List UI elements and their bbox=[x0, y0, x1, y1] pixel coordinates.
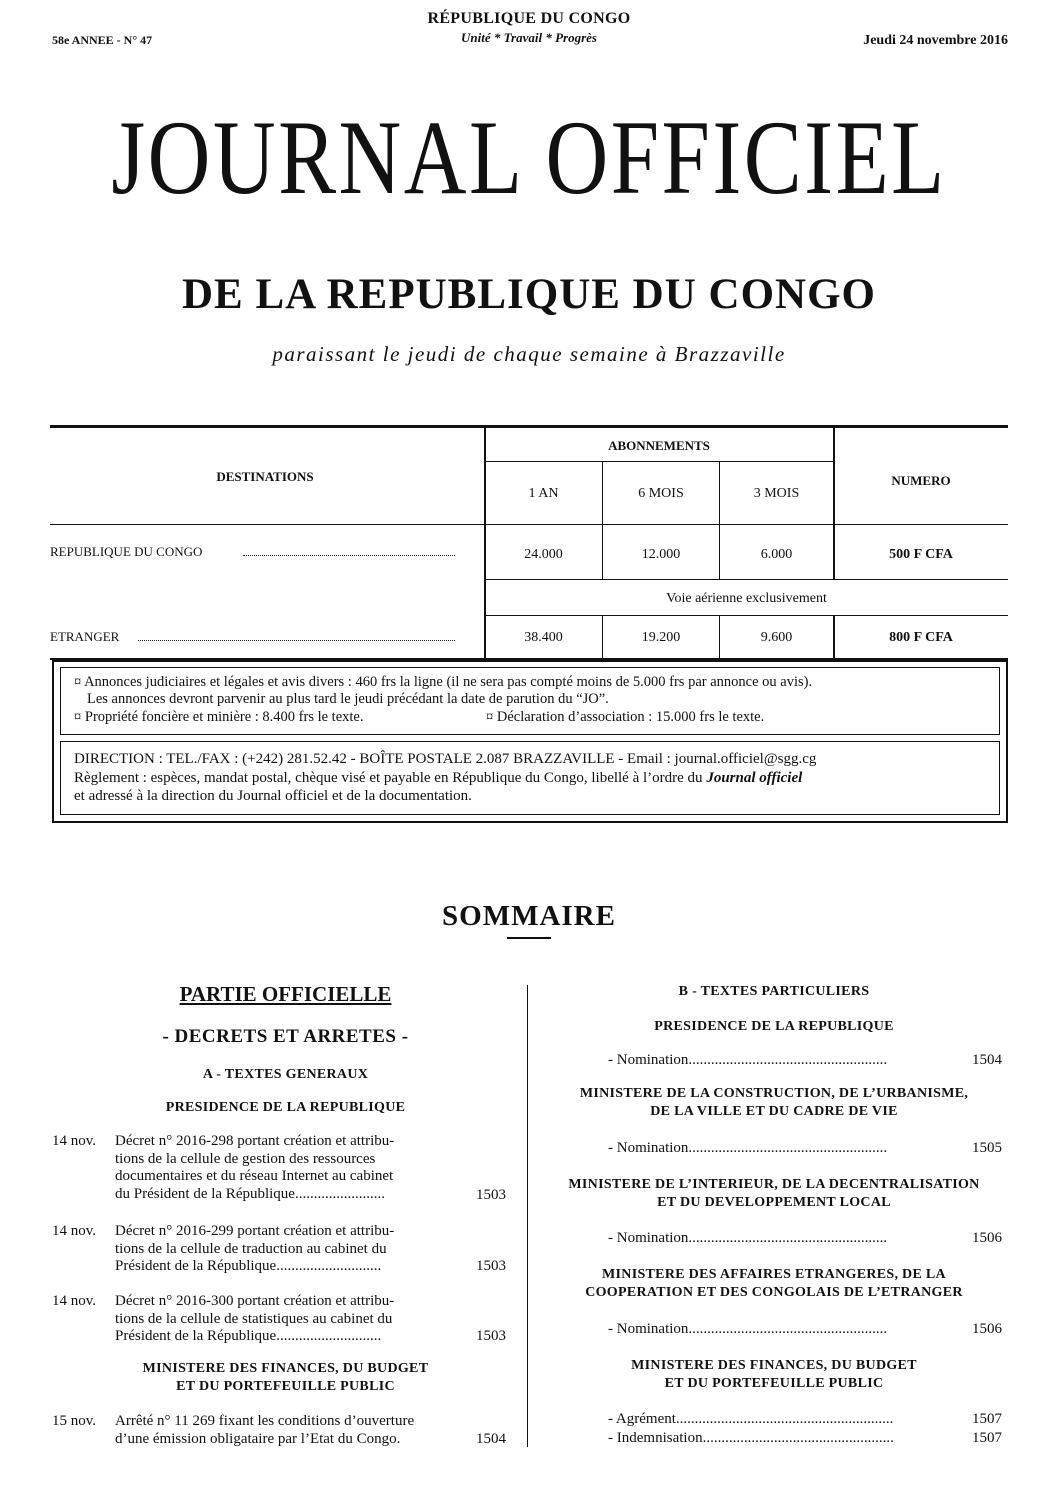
price-cell: 9.600 bbox=[760, 630, 793, 645]
entry-date: 14 nov. bbox=[52, 1293, 97, 1309]
journal-tagline: paraissant le jeudi de chaque semaine à Brazzaville bbox=[272, 342, 786, 366]
page-number: 1505 bbox=[972, 1140, 1002, 1156]
journal-title: JOURNAL OFFICIEL bbox=[111, 99, 947, 216]
announcements-box bbox=[60, 667, 1000, 735]
section-construction bbox=[540, 1085, 1008, 1121]
issue-number: 58e ANNEE - N° 47 bbox=[52, 33, 153, 47]
period-header: 6 MOIS bbox=[638, 486, 684, 501]
section-finances bbox=[540, 1357, 1008, 1393]
announcements-deadline: Les annonces devront parvenir au plus tard le jeudi précédant la date de parution du “JO”. bbox=[87, 691, 609, 707]
page-number: 1507 bbox=[972, 1411, 1002, 1427]
page-number: 1507 bbox=[972, 1430, 1002, 1446]
section-line: ET DU DEVELOPPEMENT LOCAL bbox=[657, 1195, 891, 1210]
association-rate: ¤ Déclaration d’association : 15.000 frs le texte. bbox=[486, 709, 765, 725]
destinations-header: DESTINATIONS bbox=[216, 469, 314, 484]
textes-generaux: A - TEXTES GENERAUX bbox=[202, 1067, 369, 1082]
col-divider bbox=[484, 428, 486, 658]
section-presidence: PRESIDENCE DE LA REPUBLIQUE bbox=[165, 1100, 406, 1115]
entry-date: 14 nov. bbox=[52, 1133, 97, 1149]
direction-contact: DIRECTION : TEL./FAX : (+242) 281.52.42 - BOÎTE POSTALE 2.087 BRAZZAVILLE - Email : journal.officiel@sgg.cg bbox=[74, 751, 817, 767]
entry-text bbox=[115, 1223, 475, 1276]
destination-label: ETRANGER bbox=[50, 629, 120, 644]
abonnements-header: ABONNEMENTS bbox=[608, 438, 710, 453]
entry-line: Président de la République............................ bbox=[115, 1258, 382, 1274]
property-rate: ¤ Propriété foncière et minière : 8.400 frs le texte. bbox=[74, 709, 364, 725]
price-cell: 24.000 bbox=[524, 547, 563, 562]
section-line: ET DU PORTEFEUILLE PUBLIC bbox=[176, 1379, 395, 1394]
reglement-address: et adressé à la direction du Journal officiel et de la documentation. bbox=[74, 788, 472, 804]
column-divider bbox=[527, 985, 528, 1447]
sommaire-underline bbox=[507, 937, 551, 939]
summary-item[interactable]: - Indemnisation................................................... bbox=[608, 1430, 894, 1446]
section-line: MINISTERE DE L’INTERIEUR, DE LA DECENTRALISATION bbox=[568, 1177, 980, 1192]
price-cell: 38.400 bbox=[524, 630, 563, 645]
entry-line: du Président de la République........................ bbox=[115, 1185, 385, 1202]
section-line: MINISTERE DES FINANCES, DU BUDGET bbox=[142, 1361, 429, 1376]
entry-text bbox=[115, 1293, 475, 1346]
section-finances bbox=[52, 1360, 519, 1396]
summary-item[interactable]: - Nomination..................................................... bbox=[608, 1052, 888, 1068]
destination-label: REPUBLIQUE DU CONGO bbox=[50, 544, 203, 559]
section-line: MINISTERE DES AFFAIRES ETRANGERES, DE LA bbox=[602, 1267, 946, 1282]
entry-date: 15 nov. bbox=[52, 1413, 97, 1429]
entry-text bbox=[115, 1413, 475, 1448]
entry-line: Décret n° 2016-299 portant création et attribu- bbox=[115, 1223, 395, 1239]
price-cell: 12.000 bbox=[641, 547, 681, 562]
numero-cell: 800 F CFA bbox=[889, 630, 953, 645]
summary-item[interactable]: - Nomination..................................................... bbox=[608, 1321, 888, 1337]
page-number: 1503 bbox=[476, 1328, 506, 1344]
table-header-rule bbox=[50, 524, 1008, 525]
leader-dots bbox=[138, 640, 455, 641]
partie-officielle: PARTIE OFFICIELLE bbox=[179, 982, 392, 1006]
section-line: MINISTERE DES FINANCES, DU BUDGET bbox=[631, 1358, 917, 1373]
price-cell: 6.000 bbox=[760, 547, 793, 562]
page-number: 1504 bbox=[972, 1052, 1002, 1068]
page-number: 1503 bbox=[476, 1187, 506, 1203]
period-header: 1 AN bbox=[528, 486, 559, 501]
journal-name: Journal officiel bbox=[706, 770, 803, 786]
national-motto: Unité * Travail * Progrès bbox=[460, 30, 597, 45]
entry-line: tions de la cellule de gestion des ressources bbox=[115, 1150, 376, 1167]
page-number: 1506 bbox=[972, 1321, 1002, 1337]
entry-line: d’une émission obligataire par l’Etat du Congo. bbox=[115, 1430, 401, 1447]
entry-line: Décret n° 2016-300 portant création et attribu- bbox=[115, 1293, 395, 1309]
summary-item[interactable]: - Agrément.......................................................... bbox=[608, 1411, 894, 1427]
air-rule bbox=[485, 615, 1008, 616]
abonnements-rule bbox=[485, 461, 834, 462]
section-line: MINISTERE DE LA CONSTRUCTION, DE L’URBANISME, bbox=[579, 1086, 969, 1101]
page-number: 1504 bbox=[476, 1431, 506, 1447]
entry-line: Arrêté n° 11 269 fixant les conditions d’ouverture bbox=[115, 1413, 415, 1429]
table-top-rule bbox=[50, 425, 1008, 428]
section-line: DE LA VILLE ET DU CADRE DE VIE bbox=[650, 1104, 898, 1119]
textes-particuliers: B - TEXTES PARTICULIERS bbox=[678, 984, 870, 999]
entry-date: 14 nov. bbox=[52, 1223, 97, 1239]
section-affaires-etrangeres bbox=[540, 1266, 1008, 1302]
section-line: ET DU PORTEFEUILLE PUBLIC bbox=[664, 1376, 884, 1391]
page-number: 1506 bbox=[972, 1230, 1002, 1246]
numero-cell: 500 F CFA bbox=[889, 547, 953, 562]
section-presidence: PRESIDENCE DE LA REPUBLIQUE bbox=[654, 1019, 894, 1034]
row1-rule bbox=[485, 579, 1008, 580]
entry-line: Décret n° 2016-298 portant création et attribu- bbox=[115, 1133, 395, 1149]
air-note: Voie aérienne exclusivement bbox=[666, 591, 827, 606]
reglement-text: Règlement : espèces, mandat postal, chèque visé et payable en République du Congo, libellé à l’ordre du bbox=[74, 770, 707, 786]
section-line: COOPERATION ET DES CONGOLAIS DE L’ETRANGER bbox=[585, 1285, 963, 1300]
issue-date: Jeudi 24 novembre 2016 bbox=[863, 33, 1008, 48]
price-cell: 19.200 bbox=[641, 630, 681, 645]
summary-item[interactable]: - Nomination..................................................... bbox=[608, 1140, 888, 1156]
announcements-line: ¤ Annonces judiciaires et légales et avis divers : 460 frs la ligne (il ne sera pas compté moins de 5.000 frs par annonce ou avis). bbox=[74, 674, 813, 690]
entry-line: documentaires et du réseau Internet au cabinet bbox=[115, 1168, 394, 1184]
period-header: 3 MOIS bbox=[753, 486, 800, 501]
reglement-line bbox=[74, 770, 802, 787]
leader-dots bbox=[243, 555, 455, 556]
journal-subtitle: DE LA REPUBLIQUE DU CONGO bbox=[182, 271, 876, 318]
entry-line: Président de la République............................ bbox=[115, 1328, 382, 1344]
entry-line: tions de la cellule de traduction au cabinet du bbox=[115, 1240, 387, 1257]
sommaire-title: SOMMAIRE bbox=[442, 900, 616, 932]
summary-item[interactable]: - Nomination..................................................... bbox=[608, 1230, 888, 1246]
decrets-heading: - DECRETS ET ARRETES - bbox=[162, 1026, 409, 1047]
numero-header: NUMERO bbox=[891, 473, 951, 488]
page-number: 1503 bbox=[476, 1258, 506, 1274]
republic-name: RÉPUBLIQUE DU CONGO bbox=[427, 10, 631, 27]
section-interieur bbox=[540, 1176, 1008, 1212]
direction-box bbox=[60, 741, 1000, 815]
entry-line: tions de la cellule de statistiques au cabinet du bbox=[115, 1310, 393, 1327]
entry-text bbox=[115, 1133, 475, 1203]
